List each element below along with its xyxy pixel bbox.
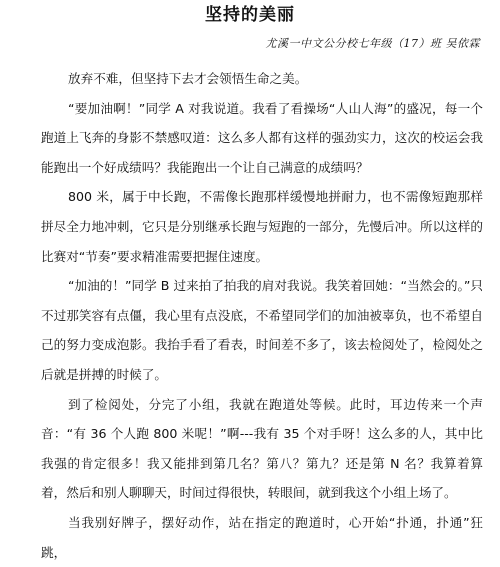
paragraph: “加油的！”同学 B 过来拍了拍我的肩对我说。我笑着回她：“当然会的。”只不过那笑容有点僵，我心里有点没底，不希望同学们的加油被辜负，也不希望自己的努力变成泡影。我抬手看了看表，时间差不多了，该去检阅处了，检阅处之后就是拼搏的时候了。 — [41, 278, 483, 382]
paragraph: “要加油啊！”同学 A 对我说道。我看了看操场“人山人海”的盛况，每一个跑道上飞奔的身影不禁感叹道：这么多人都有这样的强劲实力，这次的校运会我能跑出一个好成绩吗？我能跑出一个让自己满意的成绩吗？ — [41, 100, 483, 175]
author-byline: 尤溪一中文公分校七年级（17）班 吴依霖 — [265, 37, 480, 50]
paragraph: 放弃不难，但坚持下去才会领悟生命之美。 — [68, 71, 308, 86]
essay-body — [41, 64, 483, 567]
paragraph: 当我别好牌子，摆好动作，站在指定的跑道时，心开始“扑通，扑通”狂跳， — [41, 514, 483, 560]
paragraph: 800 米，属于中长跑，不需像长跑那样缓慢地拼耐力，也不需像短跑那样拼尽全力地冲刺，它只是分别继承长跑与短跑的一部分，先慢后冲。所以这样的比赛对“节奏”要求精准需要把握住速度。 — [41, 189, 483, 264]
essay-title: 坚持的美丽 — [205, 5, 295, 25]
paragraph: 到了检阅处，分完了小组，我就在跑道处等候。此时，耳边传来一个声音：“有 36 个人跑 800 米呢！”啊---我有 35 个对手呀！这么多的人，其中比我强的肯定很多！我又能排到第几名？第八？第九？还是第 N 名？我算着算着，然后和别人聊聊天，时间过得很快，转眼间，就到我这个小组上场了。 — [41, 396, 483, 501]
